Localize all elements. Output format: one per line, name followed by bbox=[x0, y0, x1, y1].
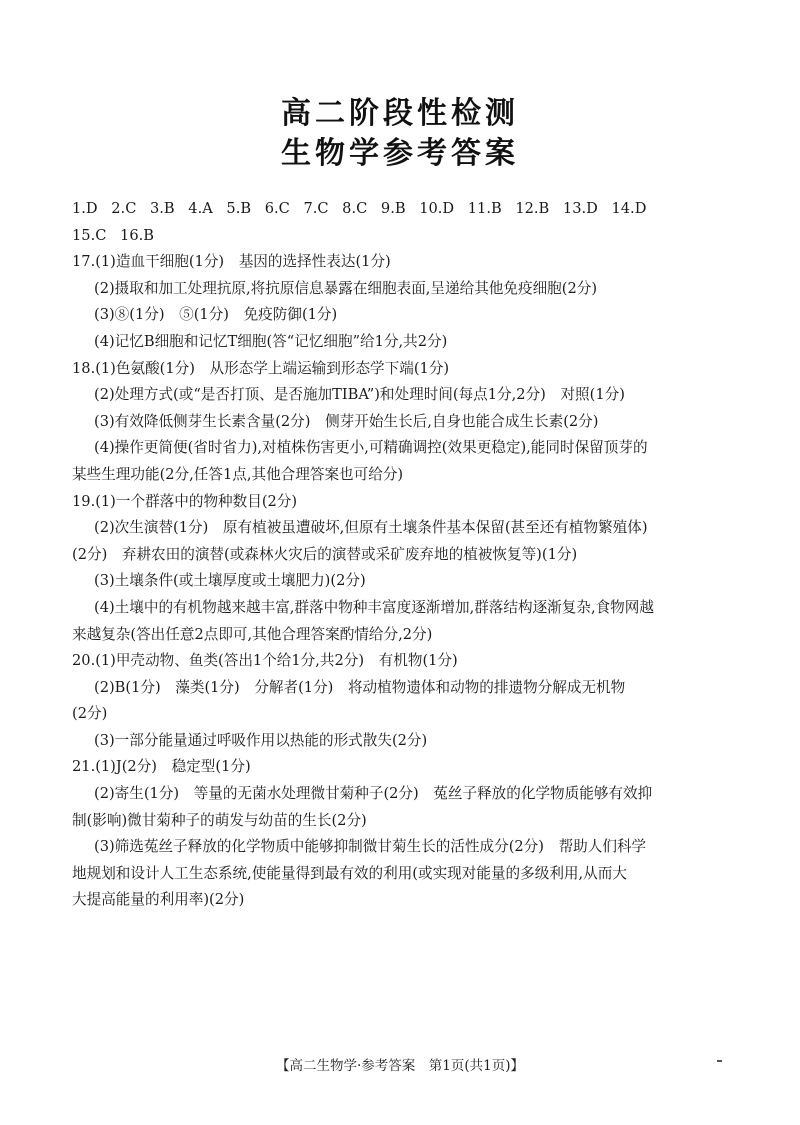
choice-answer: 8.C bbox=[342, 200, 368, 217]
choice-answer: 16.B bbox=[120, 226, 154, 244]
choice-answer: 10.D bbox=[419, 200, 455, 217]
page-title: 高二阶段性检测 bbox=[281, 96, 519, 131]
q18-part-4b: 某些生理功能(2分,任答1点,其他合理答案也可给分) bbox=[72, 465, 404, 483]
choice-answer: 15.C bbox=[72, 226, 107, 244]
page-subtitle: 生物学参考答案 bbox=[281, 136, 519, 171]
choice-answer: 6.C bbox=[264, 200, 290, 217]
q19-part-3: (3)土壤条件(或土壤厚度或土壤肥力)(2分) bbox=[94, 572, 366, 590]
q17-part-2: (2)摄取和加工处理抗原,将抗原信息暴露在细胞表面,呈递给其他免疫细胞(2分) bbox=[94, 279, 598, 297]
q17-part-4: (4)记忆B细胞和记忆T细胞(答“记忆细胞”给1分,共2分) bbox=[94, 332, 448, 350]
choice-answers-row-2 bbox=[72, 223, 732, 250]
q18-part-3: (3)有效降低侧芽生长素含量(2分) 侧芽开始生长后,自身也能合成生长素(2分) bbox=[94, 412, 599, 430]
q17-part-1: 17.(1)造血干细胞(1分) 基因的选择性表达(1分) bbox=[72, 253, 391, 271]
q19-part-2b: (2分) 弃耕农田的演替(或森林火灾后的演替或采矿废弃地的植被恢复等)(1分) bbox=[72, 545, 578, 563]
q20-part-3: (3)一部分能量通过呼吸作用以热能的形式散失(2分) bbox=[94, 731, 428, 749]
q18-part-1: 18.(1)色氨酸(1分) 从形态学上端运输到形态学下端(1分) bbox=[72, 359, 450, 377]
q20-part-1: 20.(1)甲壳动物、鱼类(答出1个给1分,共2分) 有机物(1分) bbox=[72, 652, 458, 670]
choice-answer: 4.A bbox=[188, 200, 213, 217]
q19-part-4b: 来越复杂(答出任意2点即可,其他合理答案酌情给分,2分) bbox=[72, 625, 433, 643]
choice-answer: 5.B bbox=[226, 200, 252, 217]
answer-content bbox=[72, 196, 732, 914]
q18-part-4a: (4)操作更简便(省时省力),对植株伤害更小,可精确调控(效果更稳定),能同时保留顶芽的 bbox=[94, 439, 648, 457]
q21-part-2b: 制(影响)微甘菊种子的萌发与幼苗的生长(2分) bbox=[72, 811, 367, 829]
q21-part-3c: 大提高能量的利用率)(2分) bbox=[72, 891, 245, 909]
q21-part-3b: 地规划和设计人工生态系统,使能量得到最有效的利用(或实现对能量的多级利用,从而大 bbox=[72, 864, 627, 882]
choice-answer: 2.C bbox=[111, 200, 137, 217]
choice-answer: 1.D bbox=[72, 200, 98, 217]
q21-part-3a: (3)筛选菟丝子释放的化学物质中能够抑制微甘菊生长的活性成分(2分) 帮助人们科学 bbox=[94, 838, 647, 856]
q19-part-4a: (4)土壤中的有机物越来越丰富,群落中物种丰富度逐渐增加,群落结构逐渐复杂,食物网越 bbox=[94, 598, 654, 616]
q19-part-2a: (2)次生演替(1分) 原有植被虽遭破坏,但原有土壤条件基本保留(甚至还有植物繁殖体) bbox=[94, 519, 648, 537]
q20-part-2a: (2)B(1分) 藻类(1分) 分解者(1分) 将动植物遗体和动物的排遗物分解成无机物 bbox=[94, 678, 626, 696]
q18-part-2: (2)处理方式(或“是否打顶、是否施加TIBA”)和处理时间(每点1分,2分) 对照(1分) bbox=[94, 386, 625, 404]
q21-part-1: 21.(1)J(2分) 稳定型(1分) bbox=[72, 758, 251, 776]
corner-mark bbox=[717, 1060, 722, 1062]
choice-answer: 14.D bbox=[611, 200, 647, 217]
choice-answer: 13.D bbox=[562, 200, 598, 217]
page-footer: 【高二生物学·参考答案 第1页(共1页)】 bbox=[275, 1058, 524, 1074]
choice-answer: 11.B bbox=[467, 200, 502, 217]
q20-part-2b: (2分) bbox=[72, 705, 108, 723]
choice-answer: 7.C bbox=[303, 200, 329, 217]
choice-answer: 9.B bbox=[380, 200, 406, 217]
q17-part-3: (3)⑧(1分) ⑤(1分) 免疫防御(1分) bbox=[94, 306, 338, 324]
choice-answer: 12.B bbox=[515, 200, 550, 217]
q21-part-2a: (2)寄生(1分) 等量的无菌水处理微甘菊种子(2分) 菟丝子释放的化学物质能够有效抑 bbox=[94, 785, 653, 803]
choice-answer: 3.B bbox=[150, 200, 175, 217]
choice-answers-row-1 bbox=[72, 196, 732, 223]
q19-part-1: 19.(1)一个群落中的物种数目(2分) bbox=[72, 492, 298, 510]
